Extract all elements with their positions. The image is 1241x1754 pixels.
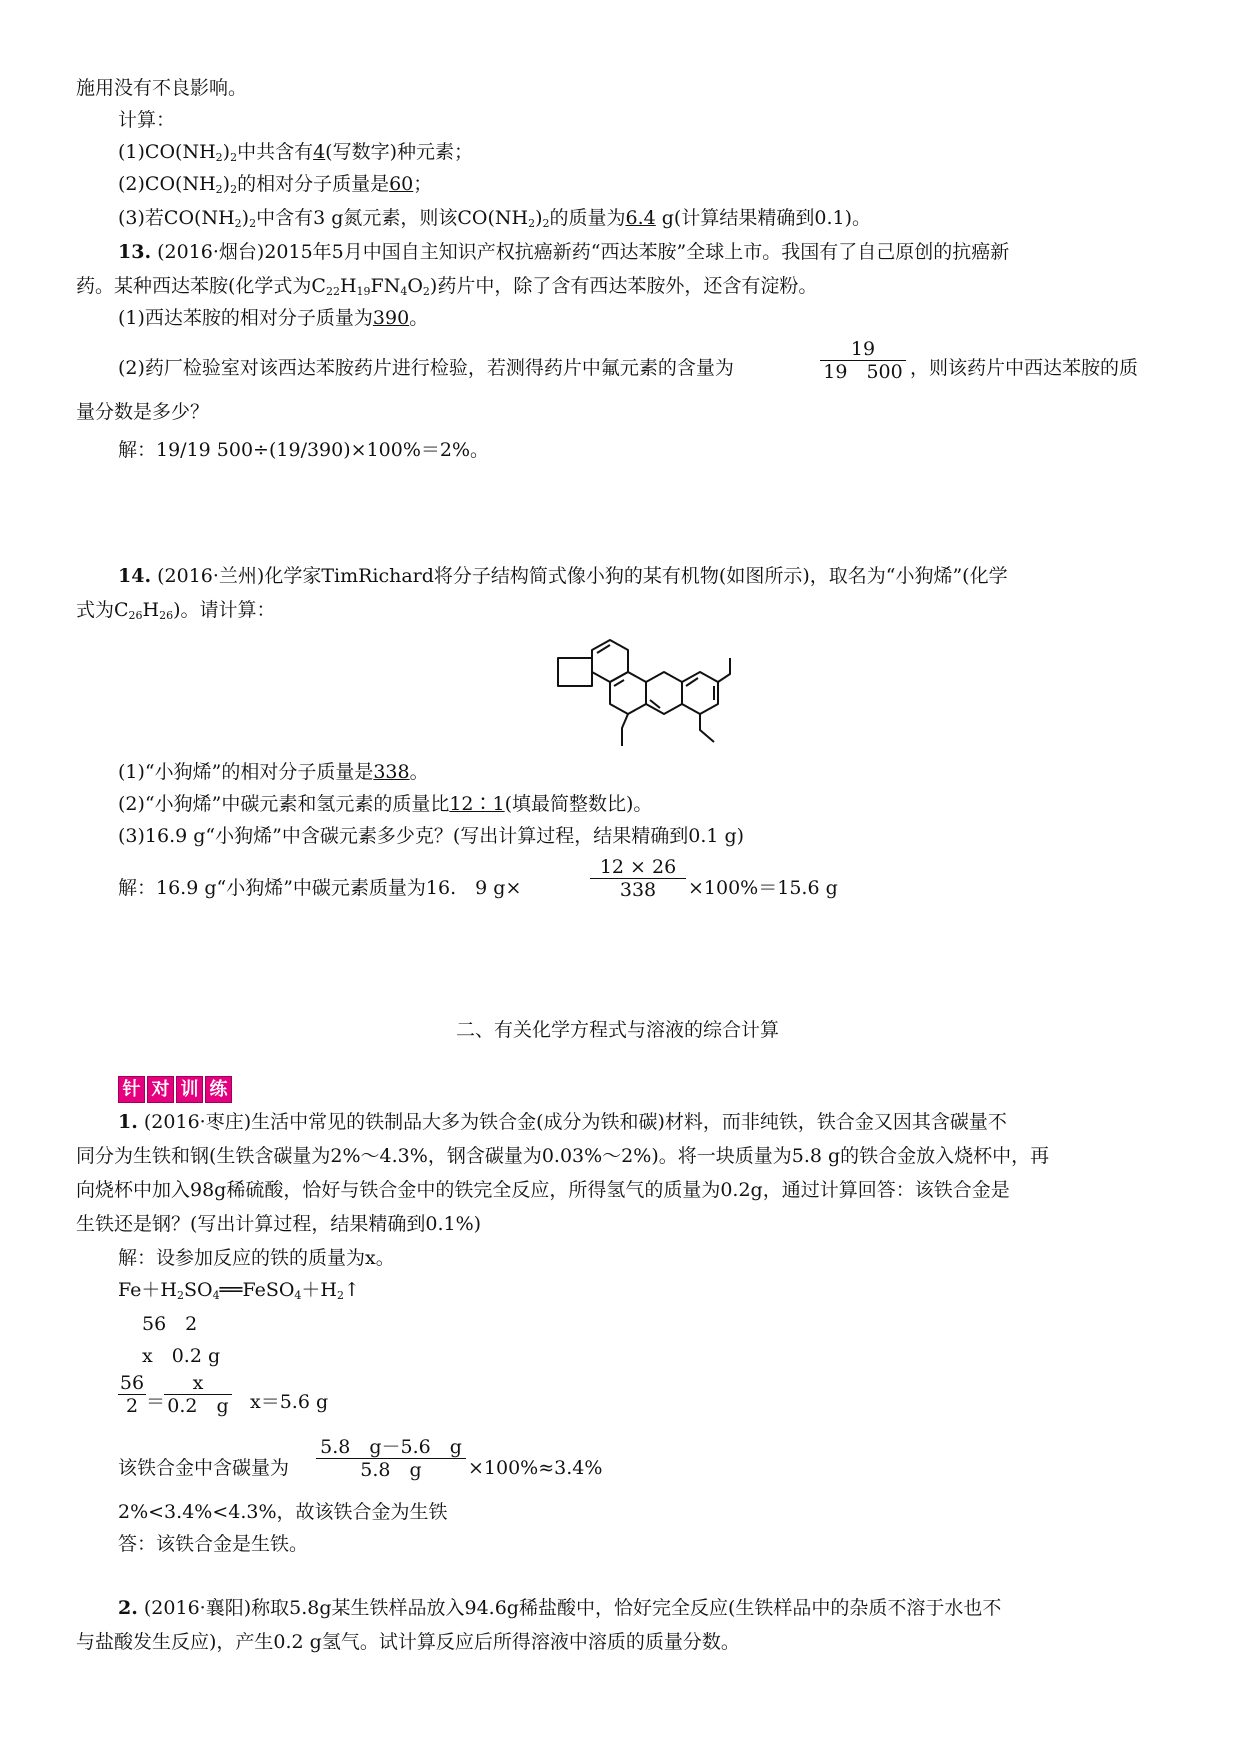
- q14-answer2: 12∶1: [449, 793, 505, 815]
- s1-carbon-pre: 该铁合金中含碳量为: [118, 1457, 290, 1479]
- q12-answer3: 6.4: [625, 207, 656, 229]
- badge-char: 训: [176, 1076, 203, 1103]
- q14-part3: (3)16.9 g“小狗烯”中含碳元素多少克？(写出计算过程，结果精确到0.1 g): [118, 825, 745, 847]
- s1-masses: x 0.2 g: [142, 1345, 221, 1367]
- s1-number: 1.: [118, 1111, 138, 1133]
- q13-solution: 解：19/19 500÷(19/390)×100%＝2%。: [118, 439, 490, 461]
- s1-carbon-fraction: 5.8 g－5.6 g 5.8 g: [316, 1436, 466, 1481]
- s1-equation: $Fe+H_2SO_4══FeSO_4+H_2↑$: [118, 1279, 360, 1302]
- s2-line2: 与盐酸发生反应)，产生0.2 g氢气。试计算反应后所得溶液中溶质的质量分数。: [76, 1631, 740, 1653]
- s1-line3: 向烧杯中加入98g稀硫酸，恰好与铁合金中的铁完全反应，所得氢气的质量为0.2g，通过计算回答：该铁合金是: [76, 1179, 1010, 1201]
- q13-part1: (1)西达苯胺的相对分子质量为390。: [118, 307, 429, 329]
- q13-line2: 药。某种西达苯胺(化学式为$C_{22}H_{19}FN_4O_2$)药片中，除了含有西达苯胺外，还含有淀粉。: [76, 275, 818, 298]
- q12-answer1: 4: [313, 141, 326, 163]
- s1-solution-intro: 解：设参加反应的铁的质量为x。: [118, 1247, 395, 1269]
- q12-part3: (3)若$CO(NH_2)_2$中含有3 g氮元素，则该$CO(NH_2)_2$的质量为6.4 g(计算结果精确到0.1)。: [118, 207, 871, 230]
- s1-ratio-right: x 0.2 g: [164, 1372, 232, 1417]
- molecule-structure-diagram: [552, 632, 742, 750]
- s1-equals: ＝: [146, 1391, 166, 1413]
- q14-part2: (2)“小狗烯”中碳元素和氢元素的质量比12∶1(填最简整数比)。: [118, 793, 653, 815]
- q12-answer2: 60: [389, 173, 414, 195]
- s1-ratio-left: 56 2: [119, 1372, 145, 1417]
- s2-line1: 2. (2016·襄阳)称取5.8g某生铁样品放入94.6g稀盐酸中，恰好完全反应(生铁样品中的杂质不溶于水也不: [118, 1597, 1002, 1619]
- badge-char: 针: [118, 1076, 145, 1103]
- s1-line1: 1. (2016·枣庄)生活中常见的铁制品大多为铁合金(成分为铁和碳)材料，而非纯铁，铁合金又因其含碳量不: [118, 1111, 1007, 1133]
- q14-solution-pre: 解：16.9 g“小狗烯”中碳元素质量为16. 9 g×: [118, 877, 522, 899]
- q13-fluorine-fraction: 19 19 500: [820, 338, 906, 383]
- q13-number: 13.: [118, 241, 152, 263]
- q14-line1: 14. (2016·兰州)化学家TimRichard将分子结构简式像小狗的某有机物(如图所示)，取名为“小狗烯”(化学: [118, 565, 1008, 587]
- s1-line4: 生铁还是钢？(写出计算过程，结果精确到0.1%): [76, 1213, 482, 1235]
- s2-number: 2.: [118, 1597, 138, 1619]
- q12-line0: 施用没有不良影响。: [76, 77, 248, 99]
- q13-part2-tail: ，则该药片中西达苯胺的质: [910, 357, 1139, 379]
- q12-calc-label: 计算：: [118, 109, 176, 131]
- s1-result: x＝5.6 g: [250, 1391, 329, 1413]
- practice-badge: [118, 1076, 232, 1103]
- q14-solution-post: ×100%＝15.6 g: [688, 877, 838, 899]
- q14-answer1: 338: [373, 761, 410, 783]
- s1-comparison: 2%<3.4%<4.3%，故该铁合金为生铁: [118, 1501, 448, 1523]
- s1-molar-masses: 56 2: [142, 1313, 198, 1335]
- q13-part2-text: (2)药厂检验室对该西达苯胺药片进行检验，若测得药片中氟元素的含量为: [118, 357, 734, 379]
- badge-char: 对: [147, 1076, 174, 1103]
- q14-part1: (1)“小狗烯”的相对分子质量是338。: [118, 761, 429, 783]
- s1-carbon-post: ×100%≈3.4%: [468, 1457, 603, 1479]
- q13-line1: 13. (2016·烟台)2015年5月中国自主知识产权抗癌新药“西达苯胺”全球上市。我国有了自己原创的抗癌新: [118, 241, 1010, 263]
- section-title: 二、有关化学方程式与溶液的综合计算: [456, 1019, 780, 1041]
- q13-part2-line2: 量分数是多少？: [76, 401, 210, 423]
- q12-part2: $(2)CO(NH_2)_2$的相对分子质量是60；: [118, 173, 433, 196]
- q14-carbon-fraction: 12 × 26 338: [590, 856, 686, 901]
- q12-part1: $(1)CO(NH_2)_2$中共含有4(写数字)种元素；: [118, 141, 473, 164]
- badge-char: 练: [205, 1076, 232, 1103]
- s1-line2: 同分为生铁和钢(生铁含碳量为2%～4.3%，钢含碳量为0.03%～2%)。将一块质量为5.8 g的铁合金放入烧杯中，再: [76, 1145, 1050, 1167]
- q14-number: 14.: [118, 565, 152, 587]
- q14-line2: 式为$C_{26}H_{26}$)。请计算：: [76, 599, 276, 622]
- q13-answer1: 390: [372, 307, 410, 329]
- s1-answer: 答：该铁合金是生铁。: [118, 1533, 309, 1555]
